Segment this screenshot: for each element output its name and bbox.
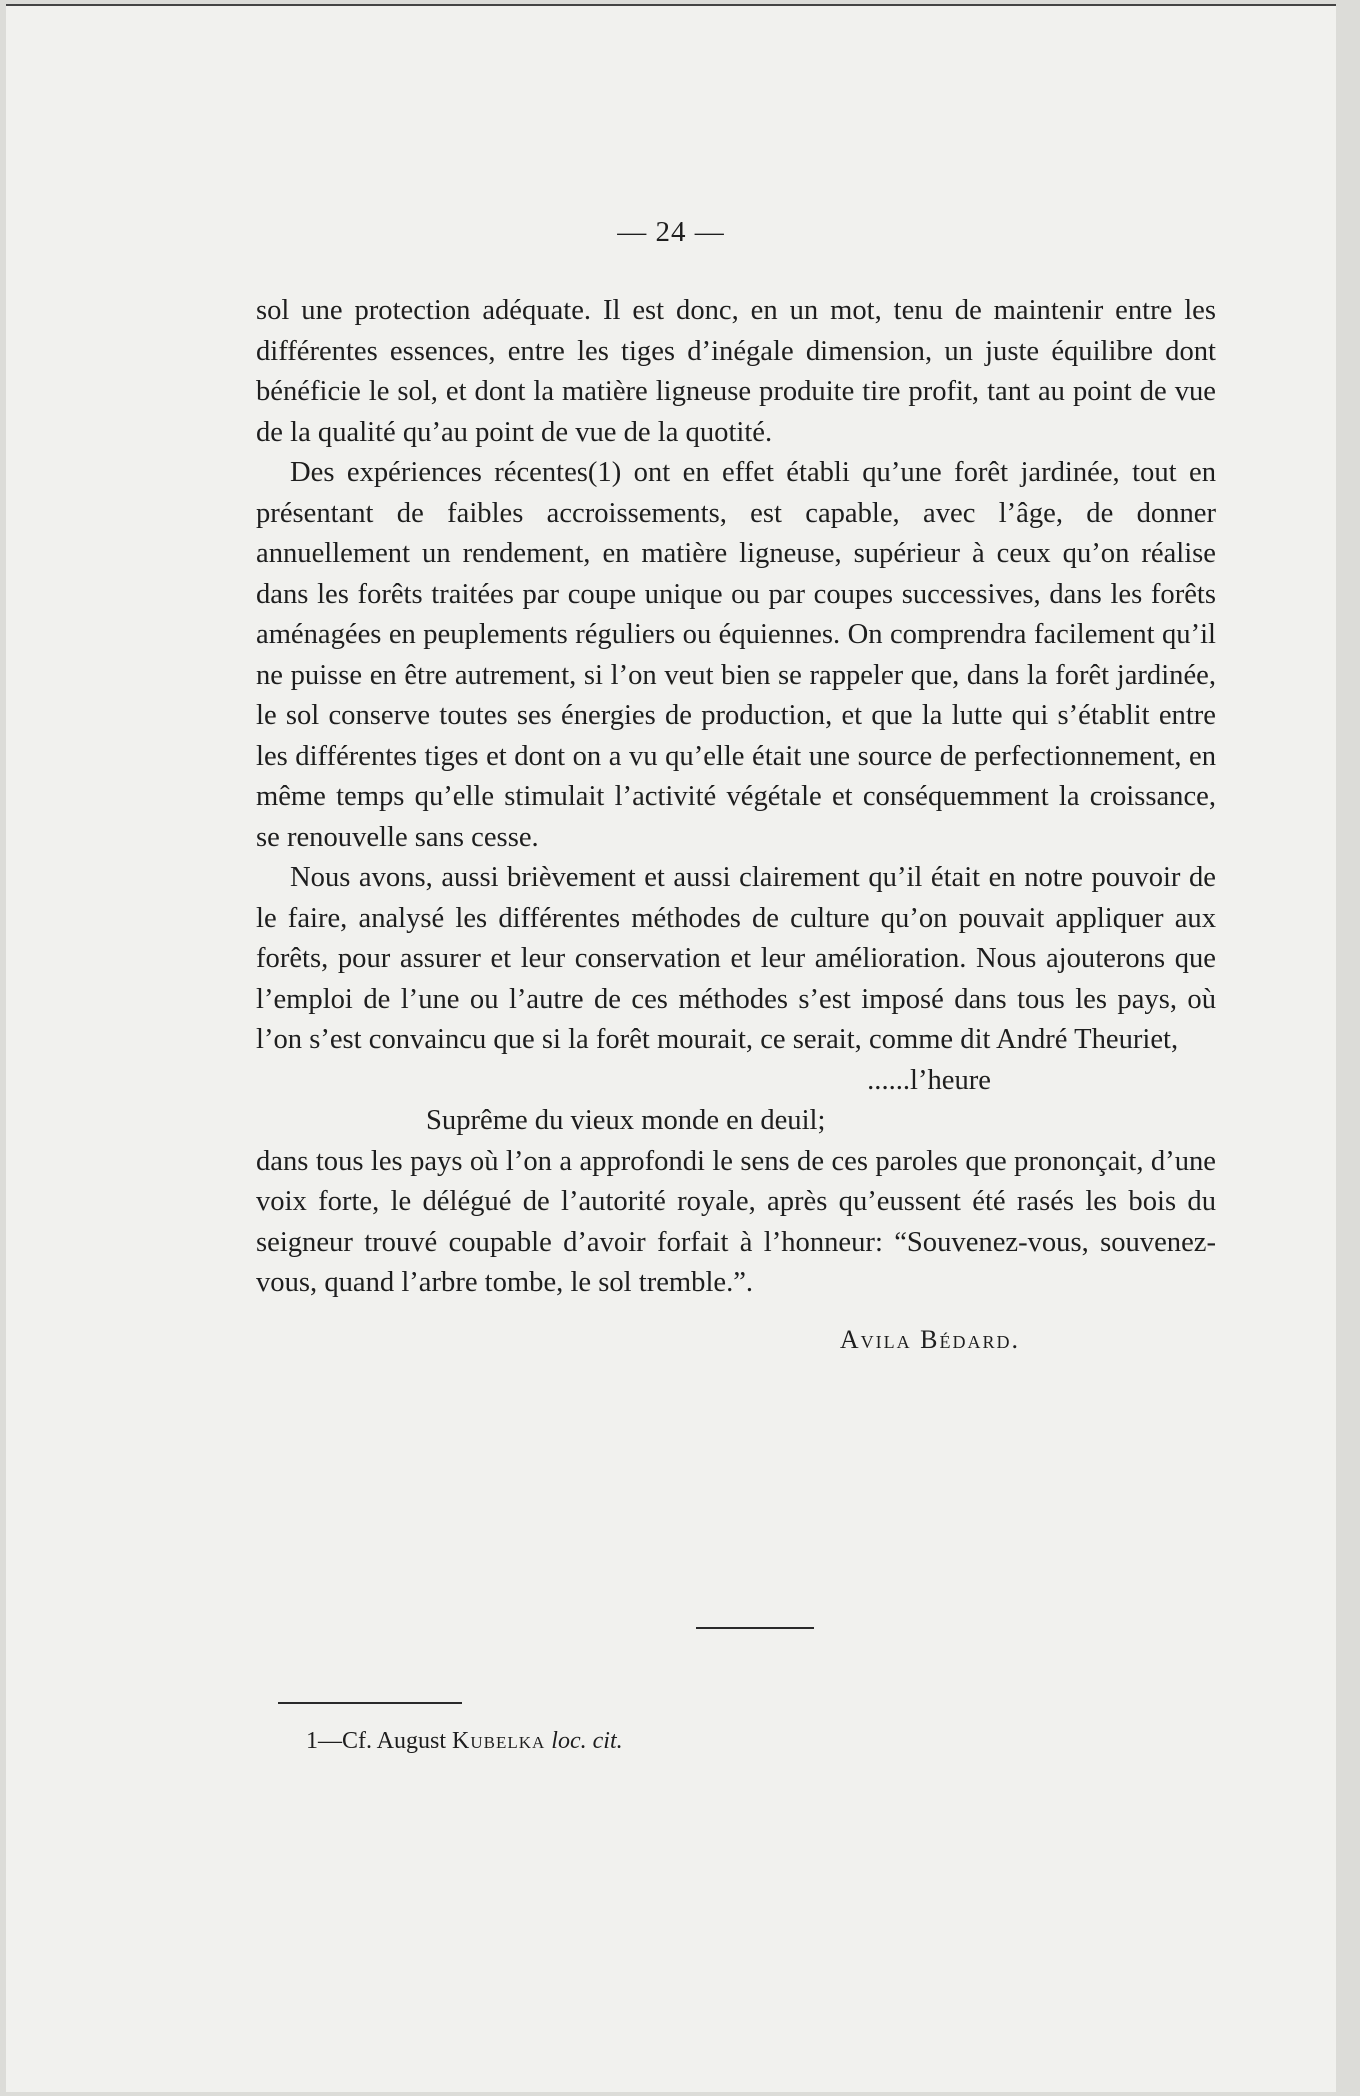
verse-line-1: ......l’heure bbox=[867, 1064, 991, 1096]
page-number: — 24 — bbox=[617, 216, 725, 248]
verse-line-2: Suprême du vieux monde en deuil; bbox=[426, 1105, 826, 1136]
footnote-reference: loc. cit. bbox=[551, 1728, 623, 1754]
paragraph-1: sol une protection adéquate. Il est donc, en un mot, tenu de maintenir entre les différentes essences, entre les tiges d’inégale dimension, un juste équilibre dont bénéficie le sol, et dont la matière ligneuse produite tire profit, tant au point de vue de la qualité qu’au point de vue de la quotité. bbox=[256, 295, 1216, 448]
footnote-rule bbox=[278, 1702, 462, 1704]
paragraph-3: Nous avons, aussi brièvement et aussi clairement qu’il était en notre pouvoir de le faire, analysé les différentes méthodes de culture qu’on pouvait appliquer aux forêts, pour assurer et leur conservation et leur amélioration. Nous ajouterons que l’emploi de l’une ou l’autre de ces méthodes s’est imposé dans tous les pays, où l’on s’est convaincu que si la forêt mourait, ce serait, comme dit André Theuriet, bbox=[256, 862, 1216, 1055]
footnote-author: Kubelka bbox=[452, 1728, 546, 1754]
author-signature: Avila Bédard. bbox=[839, 1324, 1020, 1354]
body-text bbox=[256, 291, 1216, 1360]
footnote bbox=[306, 1728, 623, 1755]
paragraph-2: Des expériences récentes(1) ont en effet établi qu’une forêt jardinée, tout en présentant de faibles accroissements, est capable, avec l’âge, de donner annuellement un rendement, en matière ligneuse, supérieur à ceux qu’on réalise dans les forêts traitées par coupe unique ou par coupes successives, dans les forêts aménagées en peuplements réguliers ou équiennes. On comprendra facilement qu’il ne puisse en être autrement, si l’on veut bien se rappeler que, dans la forêt jardinée, le sol conserve toutes ses énergies de production, et que la lutte qui s’établit entre les différentes tiges et dont on a vu qu’elle était une source de perfectionnement, en même temps qu’elle stimulait l’activité végétale et conséquemment la croissance, se renouvelle sans cesse. bbox=[256, 457, 1216, 853]
footnote-prefix: 1—Cf. August bbox=[306, 1728, 453, 1754]
section-end-rule bbox=[696, 1627, 814, 1629]
closing-paragraph: dans tous les pays où l’on a approfondi le sens de ces paroles que prononçait, d’une voix forte, le délégué de l’autorité royale, après qu’eussent été rasés les bois du seigneur trouvé coupable d’avoir forfait à l’honneur: “Souvenez-vous, souvenez-vous, quand l’arbre tombe, le sol tremble.”. bbox=[256, 1145, 1216, 1298]
book-page bbox=[6, 4, 1336, 2092]
